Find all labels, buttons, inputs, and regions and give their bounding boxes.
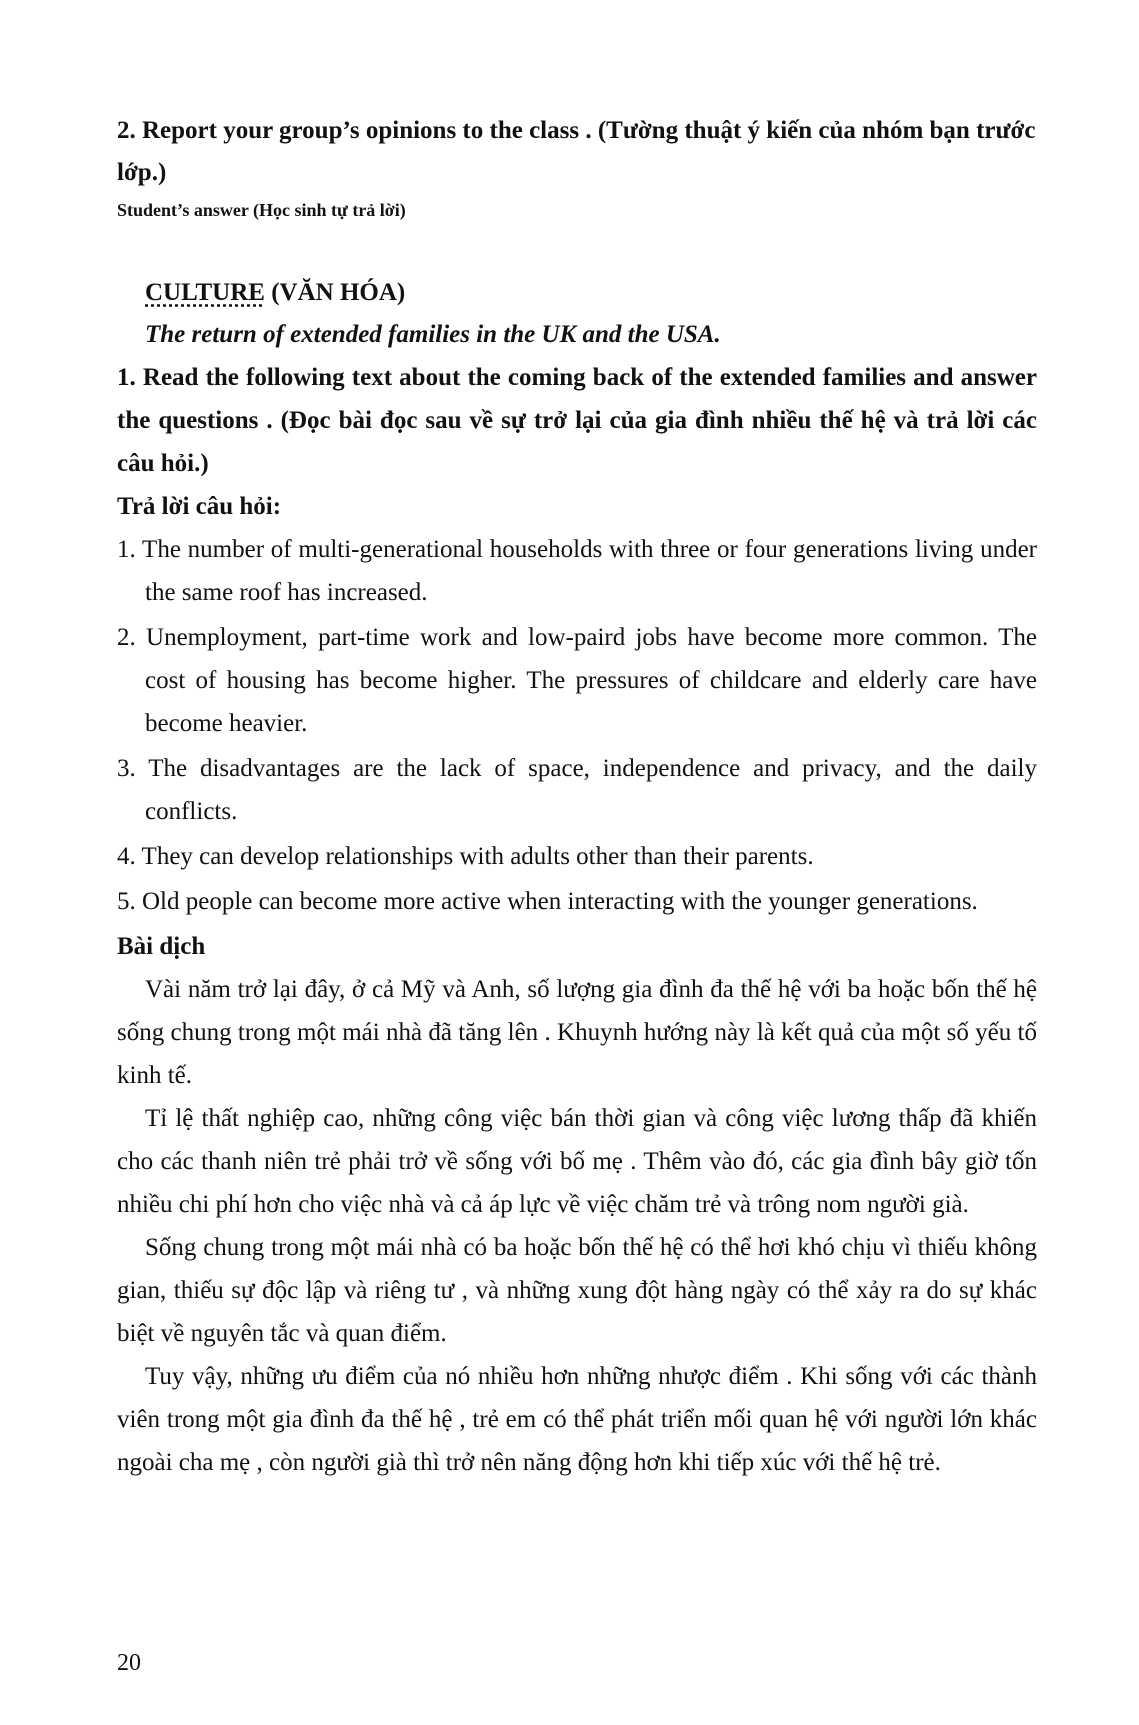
section2-note: Student’s answer (Học sinh tự trả lời) <box>117 200 406 220</box>
culture-subtitle: The return of extended families in the UK and the USA. <box>145 321 721 348</box>
answer-item: 1. The number of multi-generational households with three or four generations living under the same roof has increased. <box>117 536 1037 606</box>
translation-paragraph: Tỉ lệ thất nghiệp cao, những công việc bán thời gian và công việc lương thấp đã khiến cho các thanh niên trẻ phải trở về sống với bố mẹ . Thêm vào đó, các gia đình bây giờ tốn nhiều chi phí hơn cho việc nhà và cả áp lực về việc chăm trẻ và trông nom người già. <box>117 1105 1037 1218</box>
answer-item: 2. Unemployment, part-time work and low-paird jobs have become more common. The cost of housing has become higher. The pressures of childcare and elderly care have become heavier. <box>117 624 1037 737</box>
page-content <box>117 110 1037 1484</box>
page-number: 20 <box>117 1650 141 1676</box>
answer-item: 5. Old people can become more active when interacting with the younger generations. <box>117 888 978 915</box>
translation-paragraph: Tuy vậy, những ưu điểm của nó nhiều hơn những nhược điểm . Khi sống với các thành viên trong một gia đình đa thế hệ , trẻ em có thể phát triển mối quan hệ với người lớn khác ngoài cha mẹ , còn người già thì trở nên năng động hơn khi tiếp xúc với thế hệ trẻ. <box>117 1363 1037 1476</box>
translation-paragraph: Vài năm trở lại đây, ở cả Mỹ và Anh, số lượng gia đình đa thế hệ với ba hoặc bốn thế hệ sống chung trong một mái nhà đã tăng lên . Khuynh hướng này là kết quả của một số yếu tố kinh tế. <box>117 976 1037 1089</box>
answer-item: 4. They can develop relationships with adults other than their parents. <box>117 843 814 870</box>
answer-item: 3. The disadvantages are the lack of space, independence and privacy, and the daily conflicts. <box>117 755 1037 825</box>
answers-list <box>117 528 1037 923</box>
culture-heading <box>117 272 1037 314</box>
culture-instruction: 1. Read the following text about the coming back of the extended families and answer the questions . (Đọc bài đọc sau về sự trở lại của gia đình nhiều thế hệ và trả lời các câu hỏi.) <box>117 364 1037 477</box>
section2-heading: 2. Report your group’s opinions to the class . (Tường thuật ý kiến của nhóm bạn trước lớp.) <box>117 117 1036 186</box>
answers-heading: Trả lời câu hỏi: <box>117 493 282 520</box>
translation-paragraph: Sống chung trong một mái nhà có ba hoặc bốn thế hệ có thể hơi khó chịu vì thiếu không gian, thiếu sự độc lập và riêng tư , và những xung đột hàng ngày có thể xảy ra do sự khác biệt về nguyên tắc và quan điểm. <box>117 1234 1037 1347</box>
translation-heading: Bài dịch <box>117 933 206 960</box>
culture-label-vi: (VĂN HÓA) <box>264 279 406 306</box>
culture-label: CULTURE <box>145 279 265 306</box>
